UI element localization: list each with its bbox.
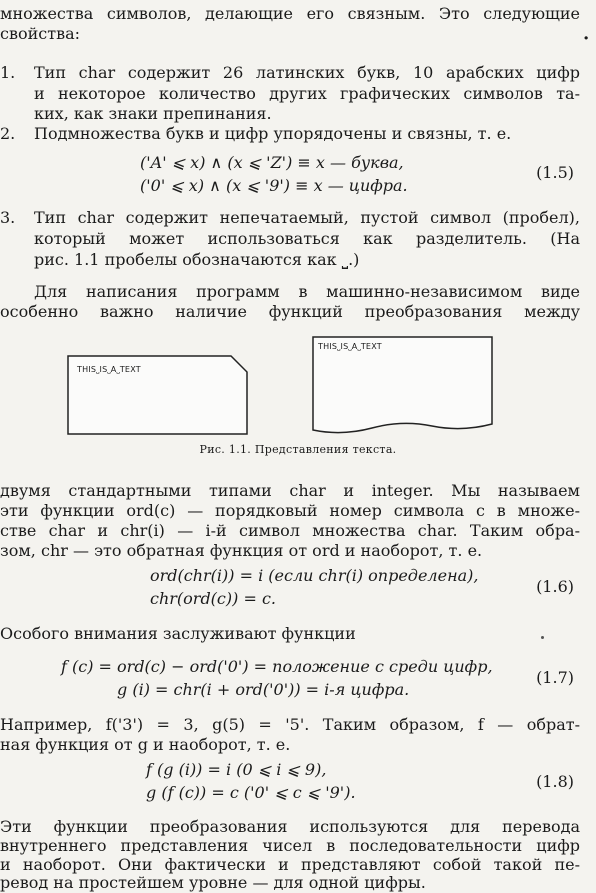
paragraph-1-line-2: особенно важно наличие функций преобразования между	[0, 302, 580, 321]
figure-right-text: THIS⎵IS⎵A⎵TEXT	[318, 342, 382, 351]
list-item-3-line-3: рис. 1.1 пробелы обозначаются как ⎵.)	[34, 250, 360, 269]
margin-mark: ·	[583, 28, 590, 49]
equation-1-6-line-1: ord(chr(i)) = i (если chr(i) определена),	[150, 566, 479, 585]
figure-left-text: THIS⎵IS⎵A⎵TEXT	[77, 365, 141, 374]
list-item-2-line-1: Подмножества букв и цифр упорядочены и связны, т. е.	[34, 124, 512, 143]
paragraph-5-line-1: Эти функции преобразования используются для перевода	[0, 817, 580, 836]
figure-caption: Рис. 1.1. Представления текста.	[199, 443, 397, 456]
paragraph-5-line-4: ревод на простейшем уровне — для одной цифры.	[0, 873, 426, 892]
paragraph-2-line-4: зом, chr — это обратная функция от ord и наоборот, т. е.	[0, 541, 483, 560]
list-item-2-number: 2.	[0, 124, 16, 143]
equation-1-8-line-2: g (f (c)) = c ('0' ⩽ c ⩽ '9').	[146, 783, 356, 802]
equation-1-5-line-1: ('A' ⩽ x) ∧ (x ⩽ 'Z') ≡ x — буква,	[140, 153, 404, 172]
equation-1-5-number: (1.5)	[536, 163, 574, 182]
paragraph-3: Особого внимания заслуживают функции	[0, 624, 356, 643]
list-item-1-number: 1.	[0, 63, 16, 82]
equation-1-7-number: (1.7)	[536, 668, 574, 687]
paragraph-1-line-1: Для написания программ в машинно-независимом виде	[34, 282, 580, 301]
list-item-1-line-1: Тип char содержит 26 латинских букв, 10 арабских цифр	[34, 63, 580, 82]
list-item-1-line-3: ких, как знаки препинания.	[34, 104, 272, 123]
paragraph-2-line-3: стве char и chr(i) — i-й символ множества char. Таким обра-	[0, 521, 580, 540]
equation-1-8-line-1: f (g (i)) = i (0 ⩽ i ⩽ 9),	[146, 760, 327, 779]
list-item-3-line-1: Тип char содержит непечатаемый, пустой символ (пробел),	[34, 208, 580, 227]
equation-1-7-line-2: g (i) = chr(i + ord('0')) = i-я цифра.	[117, 680, 410, 699]
equation-1-6-line-2: chr(ord(c)) = c.	[150, 589, 276, 608]
paragraph-2-line-2: эти функции ord(c) — порядковый номер символа c в множе-	[0, 501, 580, 520]
intro-line-2: свойства:	[0, 24, 81, 43]
equation-1-6-number: (1.6)	[536, 577, 574, 596]
list-item-3-line-2: который может использоваться как разделитель. (На	[34, 229, 580, 248]
equation-1-5-line-2: ('0' ⩽ x) ∧ (x ⩽ '9') ≡ x — цифра.	[140, 176, 408, 195]
paragraph-4-line-2: ная функция от g и наоборот, т. е.	[0, 735, 291, 754]
intro-line-1: множества символов, делающие его связным. Это следующие	[0, 4, 580, 23]
print-speck	[541, 636, 544, 639]
list-item-1-line-2: и некоторое количество других графических символов та-	[34, 84, 580, 103]
paragraph-4-line-1: Например, f('3') = 3, g(5) = '5'. Таким образом, f — обрат-	[0, 715, 580, 734]
paragraph-2-line-1: двумя стандартными типами char и integer. Мы называем	[0, 481, 580, 500]
equation-1-8-number: (1.8)	[536, 772, 574, 791]
equation-1-7-line-1: f (c) = ord(c) − ord('0') = положение c среди цифр,	[61, 657, 493, 676]
list-item-3-number: 3.	[0, 208, 16, 227]
paragraph-5-line-2: внутреннего представления чисел в последовательности цифр	[0, 836, 580, 855]
paragraph-5-line-3: и наоборот. Они фактически и представляют собой такой пе-	[0, 855, 580, 874]
